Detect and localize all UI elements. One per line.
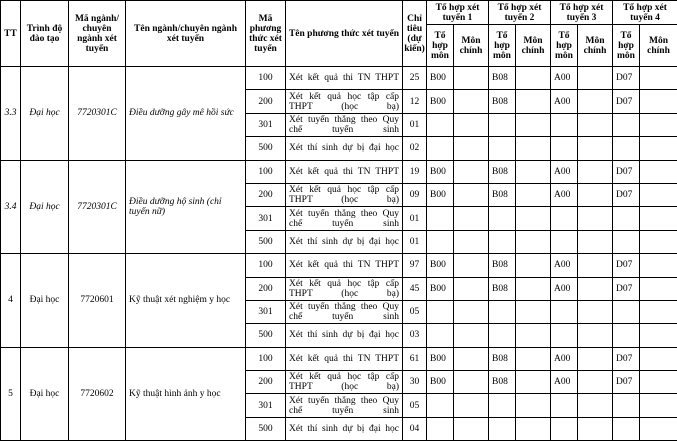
header-ten-nganh: Tên ngành/chuyên ngành xét tuyển xyxy=(126,1,246,67)
combo-4 xyxy=(613,230,640,253)
header-to-hop-1: Tổ hợp xét tuyển 1 xyxy=(427,1,489,25)
quota: 19 xyxy=(403,160,427,183)
method-name: Xét kết quả thi TN THPT xyxy=(286,347,403,370)
combo-4: D07 xyxy=(613,277,640,300)
combo-2: B08 xyxy=(489,160,516,183)
header-to-hop-4: Tổ hợp xét tuyển 4 xyxy=(613,1,677,25)
combo-1 xyxy=(427,300,454,323)
main-subject-1 xyxy=(454,347,489,370)
program-tt: 5 xyxy=(1,347,21,441)
combo-2: B08 xyxy=(489,371,516,394)
main-subject-3 xyxy=(578,324,613,347)
quota: 01 xyxy=(403,230,427,253)
method-code: 500 xyxy=(246,137,286,160)
method-name: Xét kết quả học tập cấp THPT (học bạ) xyxy=(286,277,403,300)
quota: 04 xyxy=(403,417,427,440)
main-subject-4 xyxy=(640,137,677,160)
main-subject-4 xyxy=(640,207,677,230)
combo-3 xyxy=(551,417,578,440)
method-name: Xét thí sinh dự bị đại học xyxy=(286,137,403,160)
combo-1: B00 xyxy=(427,277,454,300)
method-code: 301 xyxy=(246,394,286,417)
program-tt: 3.4 xyxy=(1,160,21,254)
combo-4: D07 xyxy=(613,160,640,183)
main-subject-3 xyxy=(578,207,613,230)
main-subject-4 xyxy=(640,347,677,370)
combo-1: B00 xyxy=(427,183,454,206)
combo-3: A00 xyxy=(551,160,578,183)
program-name: Kỹ thuật xét nghiệm y học xyxy=(126,254,246,348)
main-subject-3 xyxy=(578,417,613,440)
quota: 03 xyxy=(403,324,427,347)
main-subject-2 xyxy=(516,160,551,183)
program-name: Điều dưỡng gây mê hồi sức xyxy=(126,67,246,161)
main-subject-1 xyxy=(454,160,489,183)
combo-1 xyxy=(427,230,454,253)
combo-1: B00 xyxy=(427,371,454,394)
combo-3 xyxy=(551,230,578,253)
program-level: Đại học xyxy=(21,254,69,348)
method-code: 200 xyxy=(246,277,286,300)
method-code: 200 xyxy=(246,371,286,394)
main-subject-4 xyxy=(640,230,677,253)
main-subject-4 xyxy=(640,183,677,206)
main-subject-4 xyxy=(640,324,677,347)
main-subject-2 xyxy=(516,67,551,90)
main-subject-4 xyxy=(640,394,677,417)
header-to-hop-3: Tổ hợp xét tuyển 3 xyxy=(551,1,613,25)
combo-4 xyxy=(613,113,640,136)
program-level: Đại học xyxy=(21,67,69,161)
method-code: 100 xyxy=(246,254,286,277)
main-subject-2 xyxy=(516,417,551,440)
method-name: Xét tuyển thẳng theo Quy chế tuyển sinh xyxy=(286,300,403,323)
program-level: Đại học xyxy=(21,347,69,441)
main-subject-1 xyxy=(454,183,489,206)
combo-2: B08 xyxy=(489,67,516,90)
combo-3 xyxy=(551,324,578,347)
combo-3: A00 xyxy=(551,90,578,113)
program-name: Điều dưỡng hộ sinh (chỉ tuyển nữ) xyxy=(126,160,246,254)
combo-1 xyxy=(427,207,454,230)
table-row xyxy=(1,254,677,277)
main-subject-3 xyxy=(578,230,613,253)
table-body xyxy=(1,67,677,441)
main-subject-3 xyxy=(578,160,613,183)
header-to-hop-mon: Tổ hợp môn xyxy=(427,25,454,67)
method-code: 500 xyxy=(246,417,286,440)
combo-2: B08 xyxy=(489,277,516,300)
combo-1: B00 xyxy=(427,67,454,90)
table-row xyxy=(1,347,677,370)
main-subject-1 xyxy=(454,277,489,300)
combo-4: D07 xyxy=(613,371,640,394)
program-tt: 3.3 xyxy=(1,67,21,161)
quota: 05 xyxy=(403,300,427,323)
main-subject-2 xyxy=(516,277,551,300)
quota: 02 xyxy=(403,137,427,160)
combo-1 xyxy=(427,324,454,347)
program-code: 7720301C xyxy=(69,67,126,161)
combo-2: B08 xyxy=(489,183,516,206)
method-name: Xét kết quả thi TN THPT xyxy=(286,67,403,90)
method-name: Xét kết quả học tập cấp THPT (học bạ) xyxy=(286,90,403,113)
main-subject-1 xyxy=(454,394,489,417)
main-subject-4 xyxy=(640,67,677,90)
main-subject-4 xyxy=(640,417,677,440)
combo-4 xyxy=(613,324,640,347)
combo-4 xyxy=(613,417,640,440)
quota: 01 xyxy=(403,207,427,230)
main-subject-2 xyxy=(516,347,551,370)
main-subject-1 xyxy=(454,67,489,90)
combo-4 xyxy=(613,394,640,417)
main-subject-4 xyxy=(640,90,677,113)
combo-4: D07 xyxy=(613,183,640,206)
main-subject-2 xyxy=(516,324,551,347)
combo-2 xyxy=(489,324,516,347)
quota: 12 xyxy=(403,90,427,113)
main-subject-2 xyxy=(516,113,551,136)
program-code: 7720301C xyxy=(69,160,126,254)
method-code: 100 xyxy=(246,67,286,90)
main-subject-1 xyxy=(454,90,489,113)
quota: 97 xyxy=(403,254,427,277)
combo-3 xyxy=(551,113,578,136)
method-code: 500 xyxy=(246,230,286,253)
main-subject-3 xyxy=(578,347,613,370)
main-subject-4 xyxy=(640,254,677,277)
main-subject-4 xyxy=(640,160,677,183)
main-subject-4 xyxy=(640,113,677,136)
combo-1: B00 xyxy=(427,160,454,183)
combo-2 xyxy=(489,417,516,440)
combo-4: D07 xyxy=(613,67,640,90)
header-ten-phuong-thuc: Tên phương thức xét tuyển xyxy=(286,1,403,67)
header-ma-nganh: Mã ngành/ chuyên ngành xét tuyển xyxy=(69,1,126,67)
quota: 61 xyxy=(403,347,427,370)
combo-1: B00 xyxy=(427,347,454,370)
method-name: Xét kết quả thi TN THPT xyxy=(286,254,403,277)
method-name: Xét thí sinh dự bị đại học xyxy=(286,230,403,253)
method-name: Xét thí sinh dự bị đại học xyxy=(286,324,403,347)
header-ma-phuong-thuc: Mã phương thức xét tuyển xyxy=(246,1,286,67)
main-subject-4 xyxy=(640,277,677,300)
combo-3 xyxy=(551,300,578,323)
main-subject-3 xyxy=(578,137,613,160)
quota: 09 xyxy=(403,183,427,206)
main-subject-2 xyxy=(516,137,551,160)
method-code: 200 xyxy=(246,183,286,206)
header-mon-chinh: Môn chính xyxy=(454,25,489,67)
method-code: 200 xyxy=(246,90,286,113)
header-to-hop-2: Tổ hợp xét tuyển 2 xyxy=(489,1,551,25)
combo-4 xyxy=(613,300,640,323)
main-subject-3 xyxy=(578,113,613,136)
combo-2 xyxy=(489,394,516,417)
combo-3 xyxy=(551,137,578,160)
main-subject-1 xyxy=(454,254,489,277)
main-subject-1 xyxy=(454,417,489,440)
main-subject-1 xyxy=(454,324,489,347)
main-subject-3 xyxy=(578,300,613,323)
main-subject-2 xyxy=(516,207,551,230)
combo-3: A00 xyxy=(551,371,578,394)
combo-1 xyxy=(427,113,454,136)
combo-4: D07 xyxy=(613,254,640,277)
table-row xyxy=(1,160,677,183)
combo-3: A00 xyxy=(551,67,578,90)
program-level: Đại học xyxy=(21,160,69,254)
main-subject-2 xyxy=(516,230,551,253)
combo-2 xyxy=(489,230,516,253)
main-subject-2 xyxy=(516,371,551,394)
combo-3: A00 xyxy=(551,277,578,300)
combo-3: A00 xyxy=(551,183,578,206)
main-subject-3 xyxy=(578,183,613,206)
combo-4: D07 xyxy=(613,90,640,113)
method-name: Xét tuyển thẳng theo Quy chế tuyển sinh xyxy=(286,394,403,417)
main-subject-1 xyxy=(454,371,489,394)
combo-3 xyxy=(551,207,578,230)
program-code: 7720601 xyxy=(69,254,126,348)
header-mon-chinh: Môn chính xyxy=(516,25,551,67)
program-tt: 4 xyxy=(1,254,21,348)
main-subject-4 xyxy=(640,371,677,394)
combo-1 xyxy=(427,137,454,160)
header-chi-tieu: Chỉ tiêu (dự kiến) xyxy=(403,1,427,67)
main-subject-2 xyxy=(516,254,551,277)
method-code: 100 xyxy=(246,160,286,183)
main-subject-1 xyxy=(454,230,489,253)
quota: 01 xyxy=(403,113,427,136)
main-subject-3 xyxy=(578,371,613,394)
table-header xyxy=(1,1,677,67)
combo-1: B00 xyxy=(427,254,454,277)
combo-2 xyxy=(489,207,516,230)
main-subject-3 xyxy=(578,67,613,90)
header-tt: TT xyxy=(1,1,21,67)
quota: 25 xyxy=(403,67,427,90)
combo-2: B08 xyxy=(489,347,516,370)
header-trinh-do: Trình độ đào tạo xyxy=(21,1,69,67)
combo-1 xyxy=(427,417,454,440)
combo-3: A00 xyxy=(551,347,578,370)
method-name: Xét tuyển thẳng theo Quy chế tuyển sinh xyxy=(286,113,403,136)
method-code: 301 xyxy=(246,300,286,323)
method-name: Xét kết quả thi TN THPT xyxy=(286,160,403,183)
program-code: 7720602 xyxy=(69,347,126,441)
header-to-hop-mon: Tổ hợp môn xyxy=(551,25,578,67)
method-name: Xét kết quả học tập cấp THPT (học bạ) xyxy=(286,183,403,206)
header-to-hop-mon: Tổ hợp môn xyxy=(489,25,516,67)
main-subject-4 xyxy=(640,300,677,323)
program-name: Kỹ thuật hình ảnh y học xyxy=(126,347,246,441)
combo-4: D07 xyxy=(613,347,640,370)
combo-1: B00 xyxy=(427,90,454,113)
header-mon-chinh: Môn chính xyxy=(578,25,613,67)
method-code: 500 xyxy=(246,324,286,347)
combo-2: B08 xyxy=(489,90,516,113)
combo-4 xyxy=(613,207,640,230)
header-to-hop-mon: Tổ hợp môn xyxy=(613,25,640,67)
combo-2: B08 xyxy=(489,254,516,277)
combo-3: A00 xyxy=(551,254,578,277)
method-code: 100 xyxy=(246,347,286,370)
method-code: 301 xyxy=(246,207,286,230)
main-subject-1 xyxy=(454,137,489,160)
header-mon-chinh: Môn chính xyxy=(640,25,677,67)
main-subject-1 xyxy=(454,207,489,230)
quota: 45 xyxy=(403,277,427,300)
main-subject-3 xyxy=(578,254,613,277)
method-code: 301 xyxy=(246,113,286,136)
table-row xyxy=(1,67,677,90)
combo-2 xyxy=(489,113,516,136)
main-subject-3 xyxy=(578,277,613,300)
main-subject-2 xyxy=(516,90,551,113)
combo-2 xyxy=(489,137,516,160)
quota: 05 xyxy=(403,394,427,417)
main-subject-1 xyxy=(454,300,489,323)
combo-2 xyxy=(489,300,516,323)
quota: 30 xyxy=(403,371,427,394)
combo-1 xyxy=(427,394,454,417)
main-subject-3 xyxy=(578,90,613,113)
method-name: Xét kết quả học tập cấp THPT (học bạ) xyxy=(286,371,403,394)
main-subject-2 xyxy=(516,394,551,417)
main-subject-2 xyxy=(516,183,551,206)
main-subject-2 xyxy=(516,300,551,323)
method-name: Xét thí sinh dự bị đại học xyxy=(286,417,403,440)
main-subject-3 xyxy=(578,394,613,417)
combo-3 xyxy=(551,394,578,417)
main-subject-1 xyxy=(454,113,489,136)
method-name: Xét tuyển thẳng theo Quy chế tuyển sinh xyxy=(286,207,403,230)
combo-4 xyxy=(613,137,640,160)
